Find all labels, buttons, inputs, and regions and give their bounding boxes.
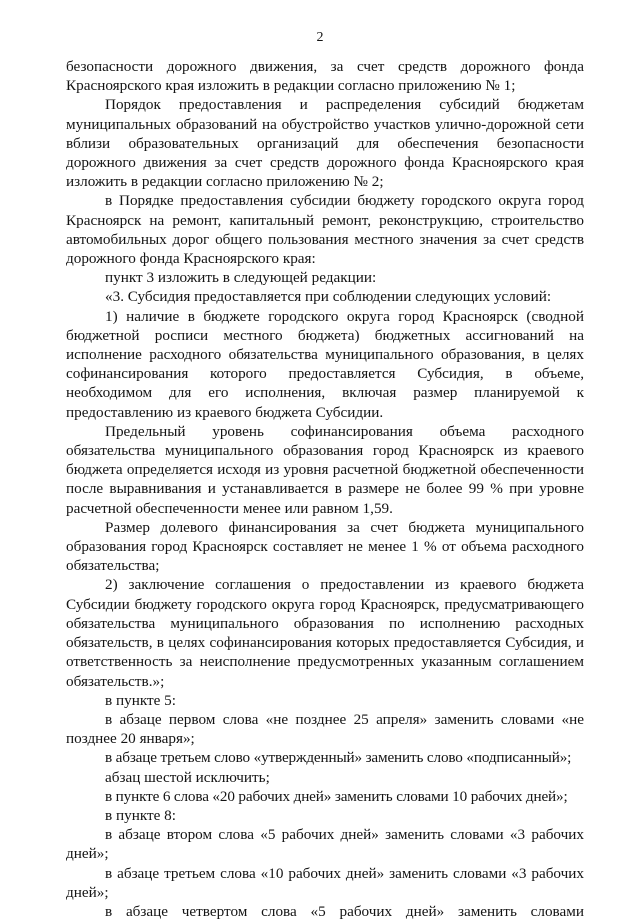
paragraph-16: в абзаце втором слова «5 рабочих дней» заменить словами «3 рабочих дней»; bbox=[66, 826, 584, 863]
page-number: 2 bbox=[316, 30, 324, 45]
paragraph-5: «3. Субсидия предоставляется при соблюдении следующих условий: bbox=[105, 288, 552, 306]
paragraph-17: в абзаце третьем слова «10 рабочих дней» заменить словами «3 рабочих дней»; bbox=[66, 864, 584, 901]
document-body bbox=[66, 57, 584, 921]
paragraph-18: в абзаце четвертом слова «5 рабочих дней» заменить словами bbox=[105, 902, 584, 920]
paragraph-10: в пункте 5: bbox=[105, 691, 176, 709]
paragraph-3: в Порядке предоставления субсидии бюджету городского округа город Красноярск на ремонт, капитальный ремонт, реконструкцию, строительство автомобильных дорог общего пользования местного значения за счет средств дорожного фонда Красноярского края: bbox=[66, 192, 584, 268]
paragraph-8: Размер долевого финансирования за счет бюджета муниципального образования город Красноярск составляет не менее 1 % от объема расходного обязательства; bbox=[66, 518, 584, 575]
paragraph-1: безопасности дорожного движения, за счет средств дорожного фонда Красноярского края изложить в редакции согласно приложению № 1; bbox=[66, 58, 584, 95]
paragraph-4: пункт 3 изложить в следующей редакции: bbox=[105, 269, 377, 287]
paragraph-12: в абзаце третьем слово «утвержденный» заменить слово «подписанный»; bbox=[105, 749, 572, 767]
paragraph-7: Предельный уровень софинансирования объема расходного обязательства муниципального образования город Красноярск из краевого бюджета определяется исходя из уровня расчетной бюджетной обеспеченности после выравнивания и устанавливается в размере не более 99 % при уровне расчетной обеспеченности менее или равном 1,59. bbox=[66, 422, 584, 517]
paragraph-11: в абзаце первом слова «не позднее 25 апреля» заменить словами «не позднее 20 января»; bbox=[66, 710, 584, 748]
paragraph-9: 2) заключение соглашения о предоставлении из краевого бюджета Субсидии бюджету городского округа город Красноярск, предусматривающего обязательства муниципального образования по исполнению расходных обязательств, в целях софинансирования которых предоставляется Субсидия, и ответственность за неисполнение предусмотренных указанным соглашением обязательств.»; bbox=[66, 576, 584, 690]
paragraph-15: в пункте 8: bbox=[105, 806, 176, 824]
paragraph-2: Порядок предоставления и распределения субсидий бюджетам муниципальных образований на обустройство участков улично-дорожной сети вблизи образовательных организаций для обеспечения безопасности дорожного движения за счет средств дорожного фонда Красноярского края изложить в редакции согласно приложению № 2; bbox=[66, 96, 584, 191]
paragraph-13: абзац шестой исключить; bbox=[105, 768, 270, 786]
paragraph-6: 1) наличие в бюджете городского округа город Красноярск (сводной бюджетной росписи местного бюджета) бюджетных ассигнований на исполнение расходного обязательства муниципального образования, в целях софинансирования которого предоставляется Субсидия, в объеме, необходимом для его исполнения, включая размер планируемой к предоставлению из краевого бюджета Субсидии. bbox=[66, 307, 584, 421]
paragraph-14: в пункте 6 слова «20 рабочих дней» заменить словами 10 рабочих дней»; bbox=[105, 787, 568, 805]
